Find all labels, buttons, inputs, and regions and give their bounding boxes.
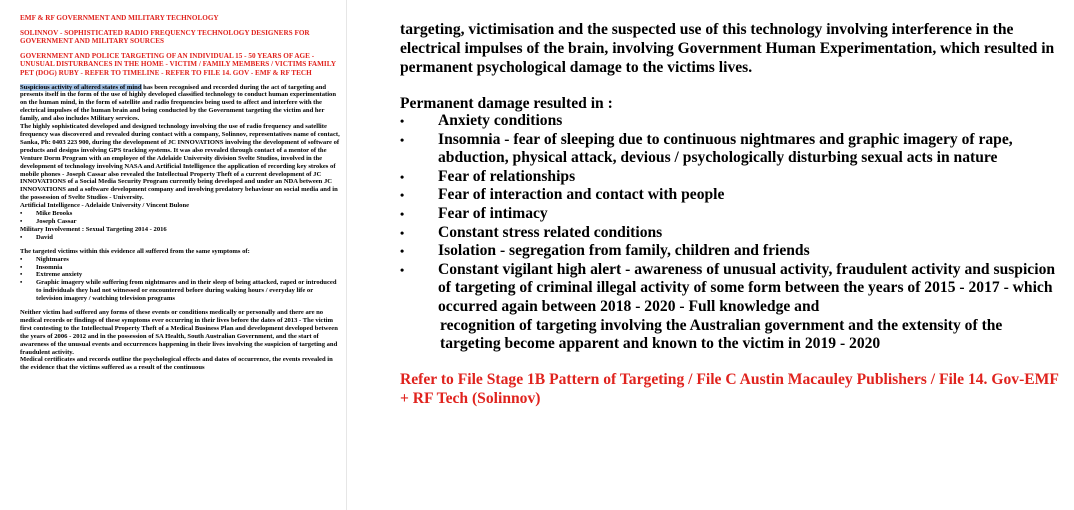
list-item: • Mike Brooks <box>36 210 340 218</box>
doc-heading-targeting: GOVERNMENT AND POLICE TARGETING OF AN INDIVIDUAL 15 - 50 YEARS OF AGE - UNUSUAL DISTURBANCES IN THE HOME - VICTIM / FAMILY MEMBERS / VICTIMS FAMILY PET (DOG) RUBY - REFER TO TIMELINE - REFER TO FILE 14. GOV - EMF & RF TECH <box>20 51 336 77</box>
symptoms-list <box>20 256 340 303</box>
list-item: • David <box>36 234 340 242</box>
damage-list <box>400 112 1060 354</box>
people-list-ai <box>20 210 340 226</box>
right-document-page <box>362 0 1062 510</box>
list-item-text-continued: recognition of targeting involving the Australian government and the extensity of the targeting become apparent and known to the victim in 2019 - 2020 <box>440 316 1003 353</box>
doc-title: EMF & RF GOVERNMENT AND MILITARY TECHNOLOGY <box>20 14 219 22</box>
paragraph-altered-states <box>20 84 340 124</box>
damage-heading: Permanent damage resulted in : <box>400 95 613 112</box>
file-reference: Refer to File Stage 1B Pattern of Targeting / File C Austin Macauley Publishers / File 14. Gov-EMF + RF Tech (Solinnov) <box>400 371 1059 407</box>
ai-line: Artificial Intelligence - Adelaide University / Vincent Bulone <box>20 202 190 210</box>
list-item: • Graphic imagery while suffering from nightmares and in their sleep of being attacked, raped or introduced to individuals they had not witnessed or encountered before during waking hours / everyday life or television imagery / watching television programs <box>36 279 340 303</box>
list-item: • Insomnia <box>36 264 340 272</box>
list-item-text: Constant vigilant high alert - awareness of unusual activity, fraudulent activity and suspicion of targeting of criminal illegal activity of some form between the years of 2015 - 2017 - which occurred again between 2018 - 2020 - Full knowledge and <box>438 260 1056 315</box>
list-item: • Nightmares <box>36 256 340 264</box>
paragraph-no-prior-records: Neither victim had suffered any forms of these events or conditions medically or personally and there are no medical records or findings of these symptoms ever occurring in their lives before the dates of 2013 - The victim first contesting to the Intellectual Property Theft of a Medical Business Plan and development developed between the years of 2006 - 2012 and in the possession of SA Health, South Australian Government, and the start of awareness of the unusual events and occurrences happening in their lives involving the suspicion of targeting and fraudulent activity. <box>20 309 338 356</box>
list-item: • Insomnia - fear of sleeping due to continuous nightmares and graphic imagery of rape, abduction, physical attack, devious / psychologically disturbing sexual acts in nature <box>400 131 1060 168</box>
list-item: • Joseph Cassar <box>36 218 340 226</box>
list-item: • Extreme anxiety <box>36 271 340 279</box>
list-item: • Anxiety conditions <box>400 112 1060 131</box>
left-document-page <box>0 0 340 510</box>
list-item: • Fear of intimacy <box>400 205 1060 224</box>
paragraph-medical-certificates: Medical certificates and records outline the psychological effects and dates of occurrence, the events revealed in the evidence that the victims suffered as a result of the continuous <box>20 356 333 372</box>
list-item <box>400 261 1060 354</box>
paragraph-technology: The highly sophisticated developed and designed technology involving the use of radio frequency and satellite frequency was discovered and revealed during contact with a company, Solinnov, representatives name of contact, Sanka, Ph: 0403 223 900, during the development of JC INNOVATIONS involving the development of software of products and designs involving GPS tracking systems. It was also revealed through contact of a mentor of the Venture Dorm Program with an employee of the Adelaide University division Svelte Studios, involved in the development of technology involving NASA and Artificial Intelligence the application of recording key strokes of mobile phones - Joseph Cassar also revealed the Intellectual Property Theft of a current development of JC INNOVATIONS of a Social Media Security Program currently being developed and under an NDA between JC INNOVATIONS and a software development company and involving predatory behaviour on social media and in the possession of Svelte Studios - University. <box>20 123 340 202</box>
symptoms-intro: The targeted victims within this evidence all suffered from the same symptoms of: <box>20 247 250 255</box>
list-item: • Fear of relationships <box>400 168 1060 187</box>
list-item: • Fear of interaction and contact with people <box>400 186 1060 205</box>
paragraph-continued: targeting, victimisation and the suspected use of this technology involving interference in the electrical impulses of the brain, involving Government Human Experimentation, which resulted in permanent psychological damage to the victims lives. <box>400 21 1055 76</box>
military-line: Military Involvement : Sexual Targeting 2014 - 2016 <box>20 225 167 233</box>
selected-text-highlight[interactable]: Suspicious activity of altered states of mind <box>20 83 142 91</box>
paragraph-altered-states-rest: has been recognised and recorded during the act of targeting and presents itself in the form of the use of highly developed classified technology to conduct human experimentation on the human mind, in the form of satellite and radio frequencies being used to affect and interfere with the electrical impulses of the human brain and being conducted by the Government targeting the victim and her family, and also includes Military services. <box>20 83 337 123</box>
page-divider <box>346 0 347 510</box>
people-list-military <box>20 234 340 242</box>
list-item: • Constant stress related conditions <box>400 224 1060 243</box>
list-item: • Isolation - segregation from family, children and friends <box>400 242 1060 261</box>
doc-heading-solinnov: SOLINNOV - SOPHISTICATED RADIO FREQUENCY TECHNOLOGY DESIGNERS FOR GOVERNMENT AND MILITARY SOURCES <box>20 28 310 46</box>
